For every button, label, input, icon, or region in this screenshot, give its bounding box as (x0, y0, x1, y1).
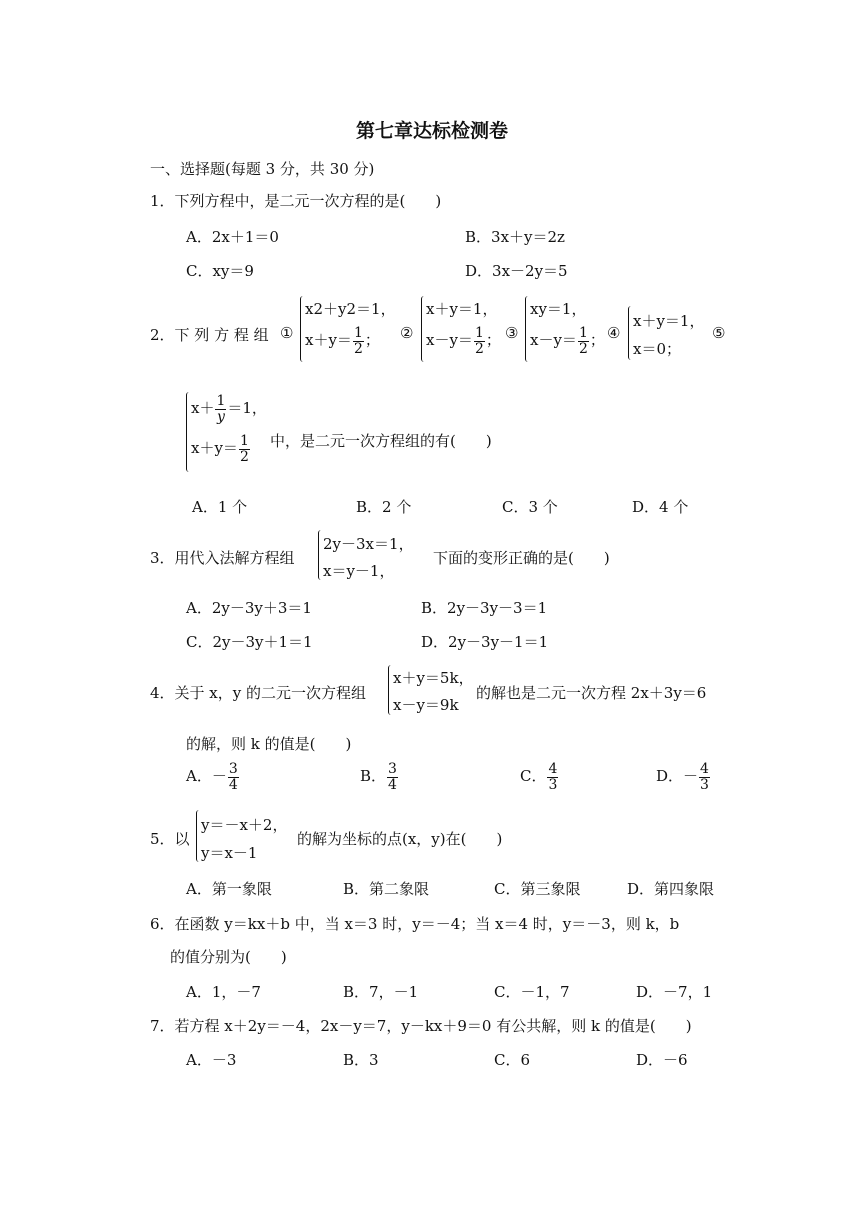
option-d: D．－7，1 (636, 983, 713, 1001)
option-a: A．－ $\frac{3}{4}$ (186, 761, 238, 793)
equation: x＋ $\frac{1}{y}$ ＝1， (191, 393, 267, 425)
option-a: A．第一象限 (186, 880, 272, 898)
fraction: $\frac{1}{2}$ (239, 433, 249, 465)
option-b: B．3 (343, 1051, 379, 1069)
option-a: A．2y－3y＋3＝1 (186, 599, 312, 617)
option-c: C．第三象限 (494, 880, 581, 898)
equation: x－y＝ $\frac{1}{2}$ ； (530, 325, 605, 357)
question-stem-cont: 的值分别为( ) (170, 948, 287, 966)
mark-1: ① (280, 324, 294, 342)
fraction: $\frac{4}{3}$ (700, 761, 709, 793)
equation: x－y＝9k (393, 696, 459, 714)
question-stem: 1．下列方程中，是二元一次方程的是( ) (150, 192, 442, 210)
mark-2: ② (400, 324, 414, 342)
fraction: $\frac{3}{4}$ (388, 761, 397, 793)
option-c: C．－1，7 (494, 983, 570, 1001)
option-d: D．第四象限 (627, 880, 715, 898)
option-c: C．3 个 (502, 498, 558, 516)
option-b: B． $\frac{3}{4}$ (360, 761, 397, 793)
fraction: $\frac{1}{2}$ (353, 325, 363, 357)
equation: y＝－x＋2， (201, 816, 288, 834)
option-b: B．2 个 (356, 498, 412, 516)
fraction: $\frac{4}{3}$ (548, 761, 558, 793)
equation: y＝x－1 (201, 844, 258, 862)
option-d: D．4 个 (632, 498, 689, 516)
option-c: C．xy＝9 (186, 262, 254, 280)
option-a: A．1，－7 (186, 983, 261, 1001)
system-brace (318, 530, 321, 580)
fraction: $\frac{3}{4}$ (228, 761, 238, 793)
equation: x2＋y2＝1， (305, 300, 396, 318)
mark-5: ⑤ (712, 324, 726, 342)
option-c: C．2y－3y＋1＝1 (186, 633, 313, 651)
fraction: $\frac{1}{2}$ (578, 325, 588, 357)
option-b: B．2y－3y－3＝1 (421, 599, 548, 617)
equation: 2y－3x＝1， (323, 535, 414, 553)
equation: x＋y＝5k， (393, 669, 474, 687)
system-brace (388, 665, 391, 715)
system-brace (196, 810, 199, 862)
question-stem: 6．在函数 y＝kx＋b 中，当 x＝3 时，y＝－4；当 x＝4 时，y＝－3，则 k，b (150, 915, 680, 933)
equation: x＋y＝1， (426, 300, 498, 318)
question-stem-end: 下面的变形正确的是( ) (433, 549, 610, 567)
system-brace (628, 306, 631, 360)
mark-4: ④ (607, 324, 621, 342)
equation: x＝y－1， (323, 562, 395, 580)
mark-3: ③ (505, 324, 519, 342)
equation: x－y＝ $\frac{1}{2}$ ； (426, 325, 501, 357)
option-d: D．－6 (636, 1051, 688, 1069)
question-stem-end: 的解也是二元一次方程 2x＋3y＝6 (476, 684, 707, 702)
equation: xy＝1， (530, 300, 587, 318)
question-stem-end: 的解为坐标的点(x，y)在( ) (297, 830, 503, 848)
question-stem: 2．下 列 方 程 组 (150, 326, 269, 344)
equation: x＋y＝ $\frac{1}{2}$ ； (305, 325, 380, 357)
system-brace (421, 296, 424, 362)
system-brace (300, 296, 303, 362)
system-brace (525, 296, 528, 362)
section-heading: 一、选择题(每题 3 分，共 30 分) (150, 160, 375, 178)
equation: x＝0； (633, 340, 682, 358)
option-b: B．7，－1 (343, 983, 419, 1001)
option-c: C． $\frac{4}{3}$ (520, 761, 558, 793)
option-d: D．3x－2y＝5 (465, 262, 568, 280)
option-b: B．3x＋y＝2z (465, 228, 565, 246)
option-d: D．－ $\frac{4}{3}$ (656, 761, 709, 793)
option-a: A．－3 (186, 1051, 237, 1069)
fraction: $\frac{1}{2}$ (474, 325, 484, 357)
question-stem-end: 中，是二元一次方程组的有( ) (270, 432, 492, 450)
option-d: D．2y－3y－1＝1 (421, 633, 549, 651)
equation: x＋y＝ $\frac{1}{2}$ (191, 433, 249, 465)
question-stem: 3．用代入法解方程组 (150, 549, 295, 567)
page-title: 第七章达标检测卷 (356, 120, 509, 142)
option-c: C．6 (494, 1051, 531, 1069)
question-stem: 4．关于 x，y 的二元一次方程组 (150, 684, 367, 702)
question-stem: 5．以 (150, 830, 190, 848)
question-stem-cont: 的解，则 k 的值是( ) (186, 735, 352, 753)
fraction: $\frac{1}{y}$ (216, 393, 226, 425)
equation: x＋y＝1， (633, 312, 705, 330)
option-b: B．第二象限 (343, 880, 430, 898)
question-stem: 7．若方程 x＋2y＝－4，2x－y＝7，y－kx＋9＝0 有公共解，则 k 的值是( ) (150, 1017, 692, 1035)
system-brace (186, 392, 189, 472)
option-a: A．2x＋1＝0 (186, 228, 279, 246)
option-a: A．1 个 (192, 498, 248, 516)
